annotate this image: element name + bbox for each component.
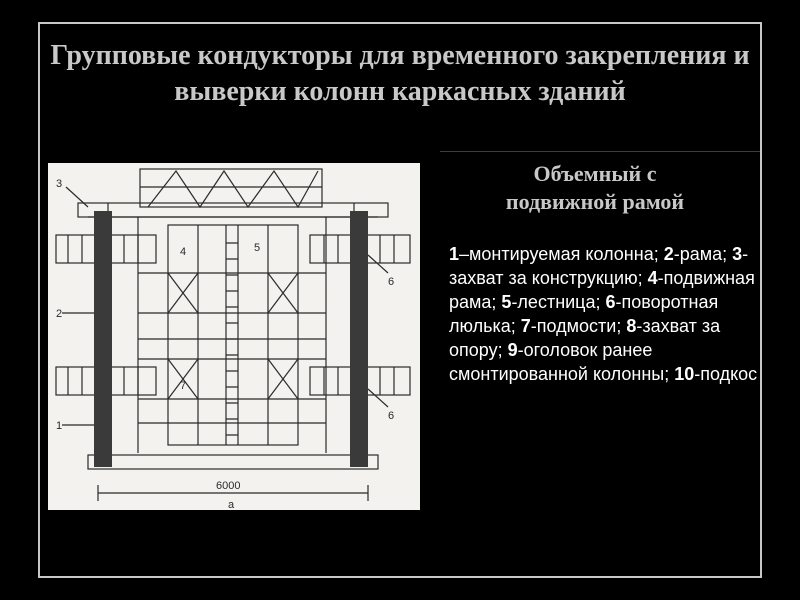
legend-item: 1–монтируемая колонна;	[449, 244, 664, 264]
legend-item: 8-захват за опору;	[449, 316, 721, 360]
legend-item: 6-поворотная люлька;	[449, 292, 719, 336]
column-right	[350, 211, 368, 467]
callout-label: 4	[180, 246, 187, 258]
conductor-drawing-svg	[48, 163, 420, 510]
legend-item: 10-подкос	[674, 364, 758, 384]
callout-label: 7	[180, 380, 187, 392]
legend-list	[449, 242, 767, 386]
base-beam	[88, 455, 378, 469]
callout-label: 6	[388, 276, 395, 288]
legend-item: 3-захват за конструкцию;	[449, 244, 749, 288]
legend-item: 4-подвижная рама;	[449, 268, 755, 312]
slide-subtitle: Объемный с подвижной рамой	[505, 161, 685, 214]
legend-item: 5-лестница;	[501, 292, 606, 312]
callout-label: 5	[254, 242, 261, 254]
slide-title: Групповые кондукторы для временного закрепления и выверки колонн каркасных зданий	[50, 40, 750, 107]
callout-label: 6	[388, 410, 395, 422]
callout-label: 2	[56, 308, 63, 320]
legend-item: 9-оголовок ранее смонтированной колонны;	[449, 340, 675, 384]
title-divider	[440, 151, 760, 152]
legend-item: 2-рама;	[663, 244, 733, 264]
movable-frame	[168, 225, 298, 445]
top-beam	[78, 203, 388, 217]
technical-drawing	[48, 163, 420, 510]
column-left	[94, 211, 112, 467]
dimension-label: 6000	[216, 480, 241, 492]
figure-label: а	[228, 499, 235, 510]
callout-label: 1	[56, 420, 63, 432]
legend-item: 7-подмости;	[520, 316, 627, 336]
callout-label: 3	[56, 178, 63, 190]
